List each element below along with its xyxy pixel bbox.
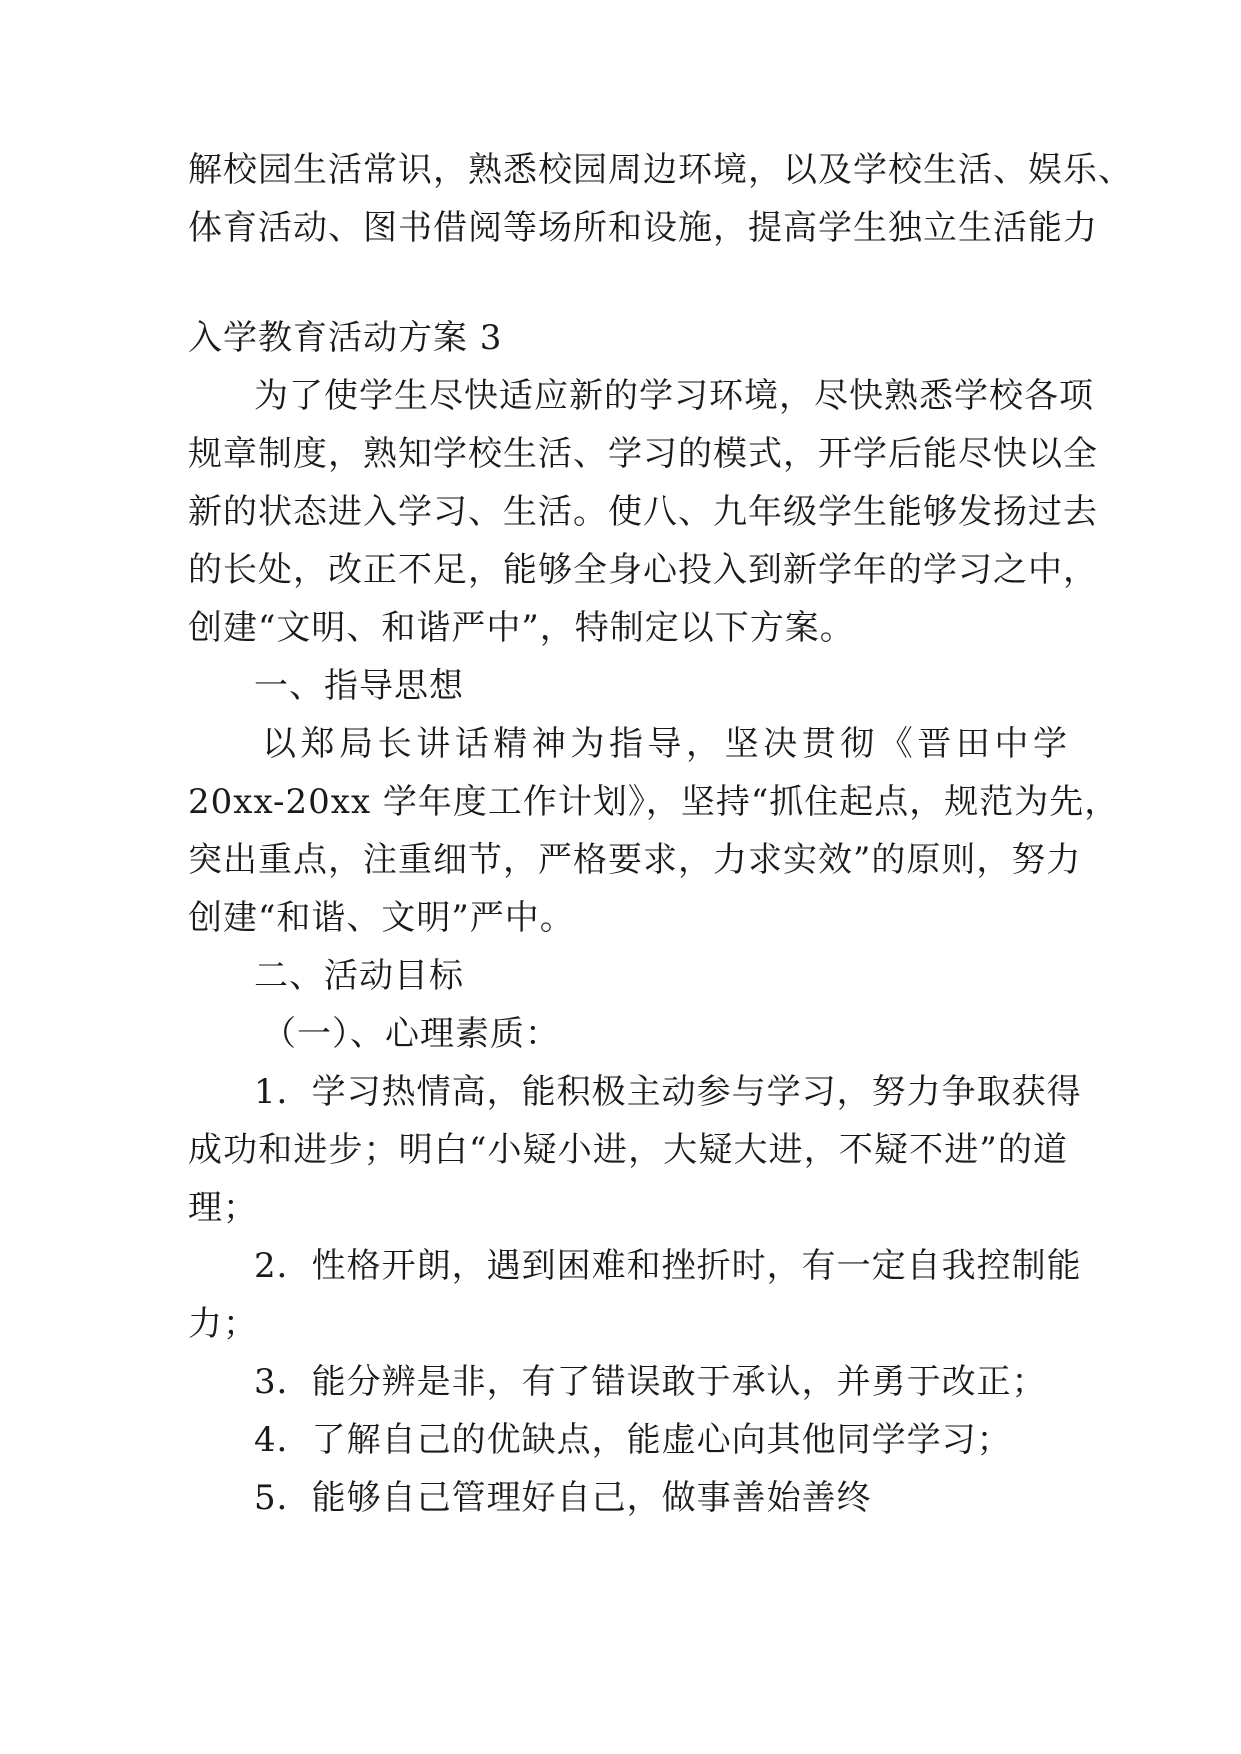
list-item-1-cont: 理； — [188, 1188, 258, 1228]
paragraph-line: 创建“文明、和谐严中”，特制定以下方案。 — [188, 608, 855, 648]
subheading-psychological-quality: （一）、心理素质： — [262, 1014, 560, 1054]
list-item-1-cont: 成功和进步；明白“小疑小进，大疑大进，不疑不进”的道 — [188, 1130, 1068, 1170]
paragraph-line: 体育活动、图书借阅等场所和设施，提高学生独立生活能力 — [188, 208, 1098, 248]
paragraph-line: 规章制度，熟知学校生活、学习的模式，开学后能尽快以全 — [188, 434, 1098, 474]
list-item-3: 3．能分辨是非，有了错误敢于承认，并勇于改正； — [254, 1362, 1047, 1402]
heading-activity-goals: 二、活动目标 — [254, 956, 464, 996]
list-item-2-cont: 力； — [188, 1304, 258, 1344]
list-item-1: 1．学习热情高，能积极主动参与学习，努力争取获得 — [254, 1072, 1082, 1112]
paragraph-line: 新的状态进入学习、生活。使八、九年级学生能够发扬过去 — [188, 492, 1098, 532]
paragraph-line: 突出重点，注重细节，严格要求，力求实效”的原则，努力 — [188, 840, 1082, 880]
heading-guiding-ideology: 一、指导思想 — [254, 666, 464, 706]
paragraph-line: 解校园生活常识，熟悉校园周边环境，以及学校生活、娱乐、 — [188, 150, 1133, 190]
list-item-5: 5．能够自己管理好自己，做事善始善终 — [254, 1478, 872, 1518]
paragraph-line: 20xx-20xx 学年度工作计划》，坚持“抓住起点，规范为先， — [188, 782, 1120, 822]
section-title: 入学教育活动方案 3 — [188, 318, 503, 358]
list-item-4: 4．了解自己的优缺点，能虚心向其他同学学习； — [254, 1420, 1012, 1460]
paragraph-line: 以郑局长讲话精神为指导，坚决贯彻《晋田中学 — [262, 724, 1068, 764]
paragraph-line: 的长处，改正不足，能够全身心投入到新学年的学习之中， — [188, 550, 1098, 590]
paragraph-line: 为了使学生尽快适应新的学习环境，尽快熟悉学校各项 — [254, 376, 1094, 416]
list-item-2: 2．性格开朗，遇到困难和挫折时，有一定自我控制能 — [254, 1246, 1082, 1286]
paragraph-line: 创建“和谐、文明”严中。 — [188, 898, 575, 938]
